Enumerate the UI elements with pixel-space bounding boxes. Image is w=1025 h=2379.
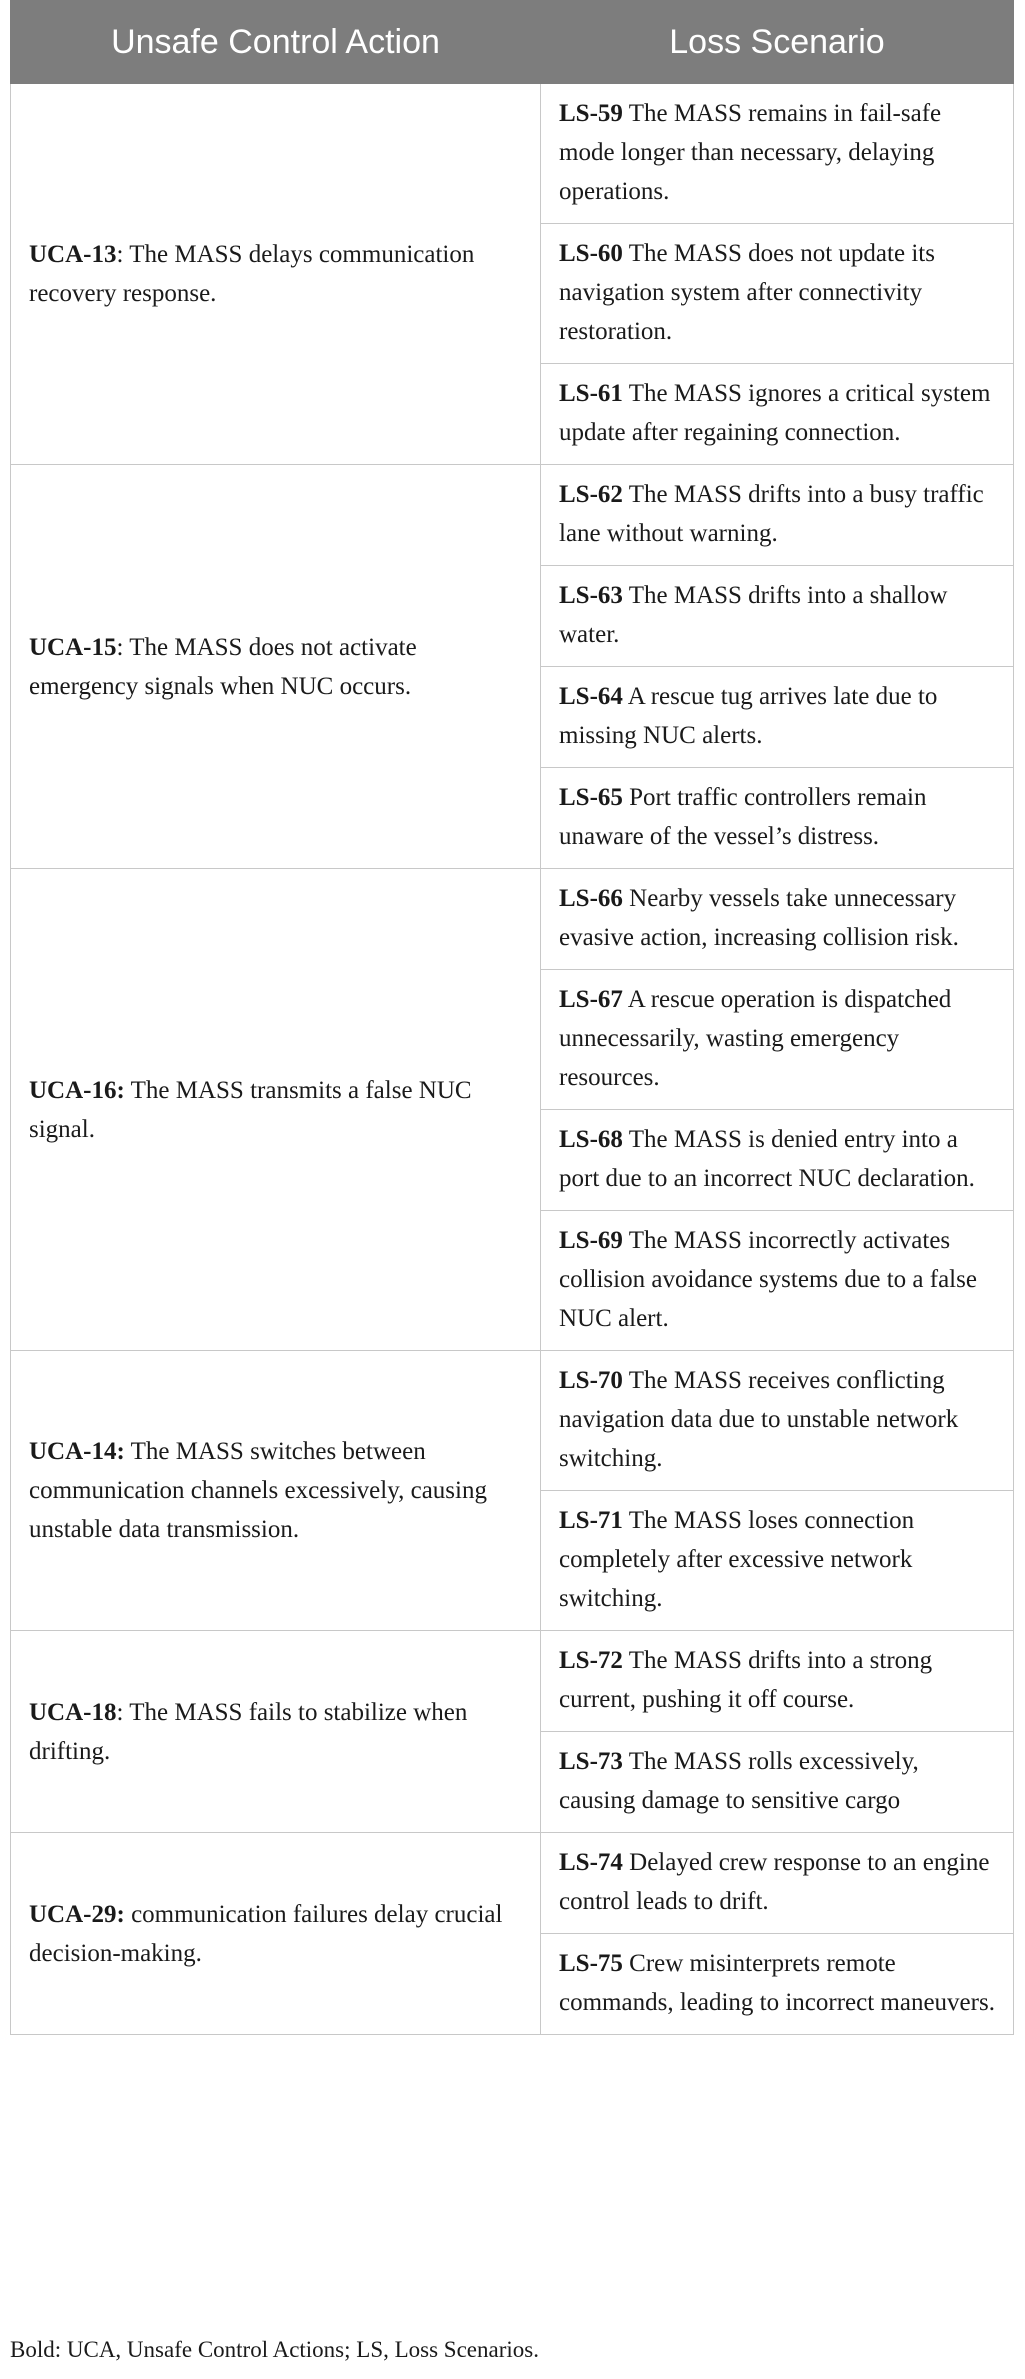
table-row	[11, 1631, 1014, 1732]
ls-text: The MASS drifts into a busy traffic lane without warning.	[559, 481, 984, 547]
uca-cell	[11, 465, 541, 869]
ls-text: Delayed crew response to an engine control leads to drift.	[559, 1849, 990, 1915]
uca-loss-scenario-table	[10, 0, 1014, 2035]
ls-cell	[541, 1491, 1014, 1631]
ls-code: LS-67	[559, 986, 623, 1013]
table-row	[11, 84, 1014, 224]
ls-code: LS-74	[559, 1849, 623, 1876]
uca-separator: :	[116, 633, 124, 661]
ls-cell	[541, 566, 1014, 667]
ls-code: LS-75	[559, 1950, 623, 1977]
uca-separator: :	[116, 241, 124, 268]
ls-text: The MASS receives conflicting navigation data due to unstable network switching.	[559, 1367, 959, 1472]
uca-cell	[11, 84, 541, 465]
ls-code: LS-59	[559, 100, 623, 127]
ls-text: Port traffic controllers remain unaware of the vessel’s distress.	[559, 784, 927, 850]
ls-cell	[541, 970, 1014, 1110]
ls-code: LS-72	[559, 1647, 623, 1674]
uca-cell	[11, 869, 541, 1351]
header-unsafe-control-action: Unsafe Control Action	[11, 1, 541, 84]
ls-code: LS-60	[559, 240, 623, 267]
uca-text: The MASS does not activate emergency signals when NUC occurs.	[29, 633, 417, 700]
table-wrapper	[10, 0, 1013, 2035]
ls-cell	[541, 1631, 1014, 1732]
uca-text: The MASS switches between communication channels excessively, causing unstable data transmission.	[29, 1438, 487, 1543]
ls-cell	[541, 1211, 1014, 1351]
uca-code: UCA-29:	[29, 1900, 125, 1928]
ls-cell	[541, 465, 1014, 566]
table-row	[11, 1833, 1014, 1934]
uca-cell	[11, 1833, 541, 2035]
ls-text: Nearby vessels take unnecessary evasive action, increasing collision risk.	[559, 885, 959, 951]
ls-cell	[541, 1732, 1014, 1833]
ls-text: A rescue operation is dispatched unnecessarily, wasting emergency resources.	[559, 986, 952, 1091]
ls-cell	[541, 667, 1014, 768]
ls-code: LS-69	[559, 1227, 623, 1254]
ls-cell	[541, 869, 1014, 970]
ls-cell	[541, 1110, 1014, 1211]
ls-cell	[541, 224, 1014, 364]
uca-cell	[11, 1351, 541, 1631]
ls-cell	[541, 1833, 1014, 1934]
ls-text: The MASS ignores a critical system update after regaining connection.	[559, 380, 991, 446]
ls-cell	[541, 768, 1014, 869]
ls-code: LS-61	[559, 380, 623, 407]
ls-text: The MASS does not update its navigation system after connectivity restoration.	[559, 240, 935, 345]
ls-cell	[541, 364, 1014, 465]
ls-code: LS-64	[559, 683, 623, 710]
uca-text: The MASS delays communication recovery response.	[29, 241, 475, 307]
ls-code: LS-68	[559, 1126, 623, 1153]
uca-code: UCA-14:	[29, 1438, 125, 1465]
uca-cell	[11, 1631, 541, 1833]
table-row	[11, 1351, 1014, 1491]
uca-separator: :	[116, 1698, 124, 1726]
uca-text: The MASS transmits a false NUC signal.	[29, 1076, 472, 1143]
uca-code: UCA-18	[29, 1698, 117, 1726]
uca-code: UCA-16:	[29, 1076, 125, 1104]
ls-code: LS-70	[559, 1367, 623, 1394]
ls-text: Crew misinterprets remote commands, leading to incorrect maneuvers.	[559, 1950, 995, 2016]
ls-text: The MASS loses connection completely after excessive network switching.	[559, 1507, 915, 1612]
ls-text: The MASS rolls excessively, causing damage to sensitive cargo	[559, 1748, 919, 1814]
uca-text: communication failures delay crucial decision-making.	[29, 1900, 503, 1967]
table-footnote: Bold: UCA, Unsafe Control Actions; LS, Loss Scenarios.	[10, 2337, 539, 2362]
ls-text: A rescue tug arrives late due to missing NUC alerts.	[559, 683, 938, 749]
ls-text: The MASS drifts into a shallow water.	[559, 582, 948, 648]
ls-cell	[541, 1351, 1014, 1491]
uca-text: The MASS fails to stabilize when drifting.	[29, 1698, 468, 1765]
ls-text: The MASS incorrectly activates collision avoidance systems due to a false NUC alert.	[559, 1227, 977, 1332]
ls-cell	[541, 84, 1014, 224]
ls-code: LS-66	[559, 885, 623, 912]
ls-code: LS-71	[559, 1507, 623, 1534]
header-loss-scenario: Loss Scenario	[541, 1, 1014, 84]
uca-code: UCA-15	[29, 633, 117, 661]
ls-code: LS-63	[559, 582, 623, 609]
ls-code: LS-65	[559, 784, 623, 811]
ls-cell	[541, 1934, 1014, 2035]
table-row	[11, 465, 1014, 566]
ls-text: The MASS remains in fail-safe mode longer than necessary, delaying operations.	[559, 100, 942, 205]
ls-text: The MASS drifts into a strong current, pushing it off course.	[559, 1647, 933, 1713]
table-row	[11, 869, 1014, 970]
uca-code: UCA-13	[29, 241, 117, 268]
ls-code: LS-62	[559, 481, 623, 508]
table-header-row	[11, 1, 1014, 84]
ls-code: LS-73	[559, 1748, 623, 1775]
ls-text: The MASS is denied entry into a port due to an incorrect NUC declaration.	[559, 1126, 975, 1192]
